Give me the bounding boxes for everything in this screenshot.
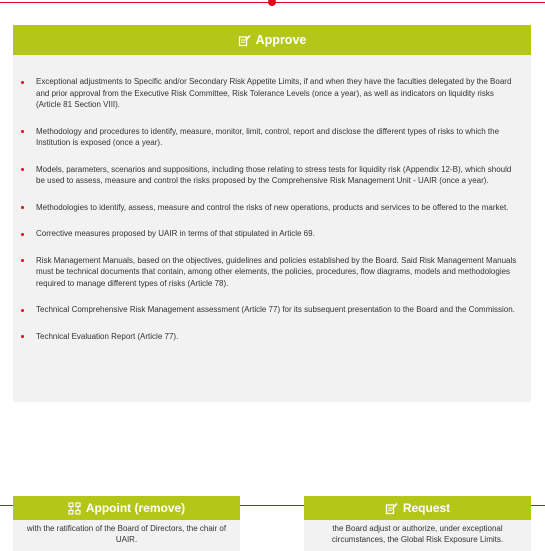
top-connector-dot: [268, 0, 276, 6]
org-chart-icon: [68, 502, 81, 515]
request-title: Request: [402, 501, 451, 515]
list-item: Technical Evaluation Report (Article 77).: [36, 331, 517, 343]
approve-list: [13, 55, 531, 342]
list-item: Technical Comprehensive Risk Management assessment (Article 77) for its subsequent presentation to the Board and the Commission.: [36, 304, 517, 316]
list-item: Methodologies to identify, assess, measure and control the risks of new operations, products and services to be offered to the market.: [36, 202, 517, 214]
approve-title: Approve: [255, 33, 307, 47]
list-item: Risk Management Manuals, based on the objectives, guidelines and policies established by the Board. Said Risk Management Manuals must be technical documents that contain, among other elements, the policies, procedures, flow diagrams, models and methodologies required to manage different types of risks (Article 78).: [36, 255, 517, 288]
approve-panel: [13, 25, 531, 402]
approve-header: [13, 25, 531, 55]
list-item: Models, parameters, scenarios and suppositions, including those relating to stress tests for liquidity risk (Appendix 12-B), which should be used to assess, measure and control the risks proposed by the Comprehensive Risk Management Unit - UAIR (once a year).: [36, 164, 517, 187]
request-card: [304, 496, 531, 551]
document-pen-icon: [238, 34, 251, 47]
request-header: [304, 496, 531, 520]
request-text: the Board adjust or authorize, under exceptional circumstances, the Global Risk Exposure Limits.: [331, 524, 504, 544]
appoint-title: Appoint (remove): [85, 501, 186, 515]
appoint-header: [13, 496, 240, 520]
list-item: Corrective measures proposed by UAIR in terms of that stipulated in Article 69.: [36, 228, 517, 240]
appoint-card: [13, 496, 240, 551]
document-pen-icon: [385, 502, 398, 515]
appoint-text: with the ratification of the Board of Directors, the chair of UAIR.: [26, 524, 227, 544]
list-item: Exceptional adjustments to Specific and/or Secondary Risk Appetite Limits, if and when they have the faculties delegated by the Board and prior approval from the Executive Risk Committee, Risk Tolerance Levels (once a year), as well as indicators on liquidity risks (Article 81 Section VIII).: [36, 76, 517, 111]
list-item: Methodology and procedures to identify, measure, monitor, limit, control, report and disclose the different types of risks to which the Institution is exposed (once a year).: [36, 126, 517, 149]
